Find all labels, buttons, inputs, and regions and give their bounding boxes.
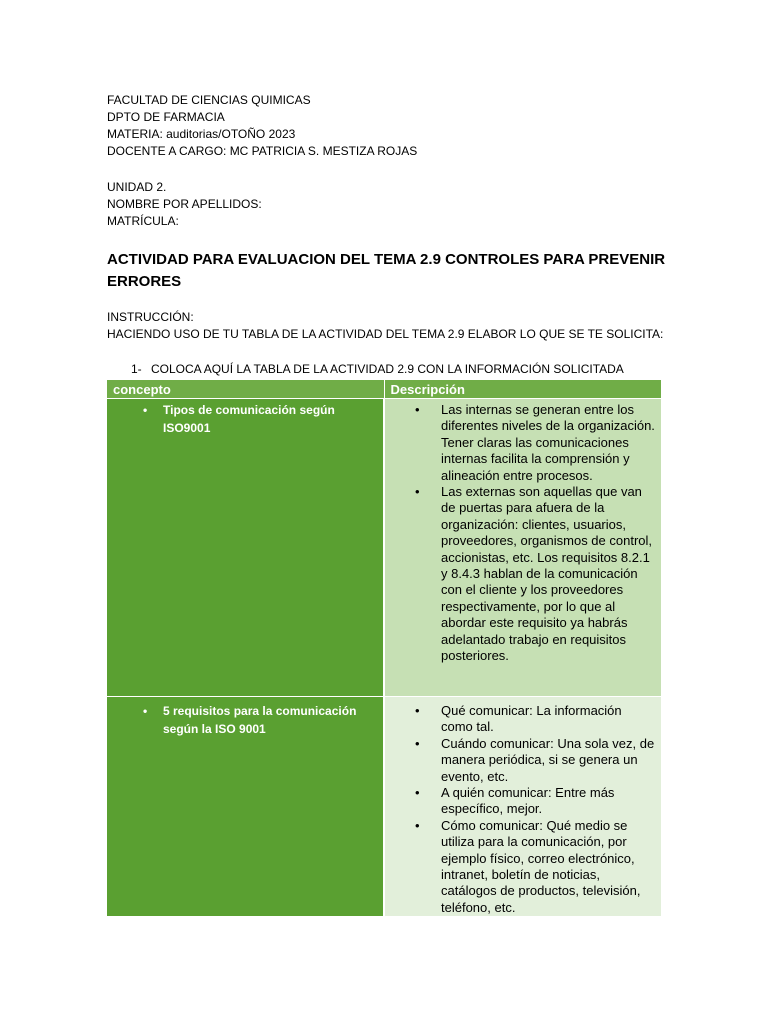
description-cell [384,697,661,917]
concept-cell [107,399,384,697]
subject-line: MATERIA: auditorias/OTOÑO 2023 [107,127,296,141]
description-item: • Cómo comunicar: Qué medio se utiliza para la comunicación, por ejemplo físico, correo electrónico, intranet, boletín de noticias, catálogos de productos, televisión, teléfono, etc. [385,818,661,916]
item-number: 1- [131,362,142,376]
description-cell [384,399,661,697]
numbered-item-1 [131,362,624,377]
description-item: • Qué comunicar: La información como tal. [385,703,661,736]
unit-line: UNIDAD 2. [107,180,167,194]
unit-block [107,179,262,230]
description-item: • Cuándo comunicar: Una sola vez, de manera periódica, si se genera un evento, etc. [385,736,661,785]
description-item: • Las externas son aquellas que van de puertas para afuera de la organización: clientes, usuarios, proveedores, organismos de control, accionistas, etc. Los requisitos 8.2.1 y 8.4.3 hablan de la comunicación con el cliente y los proveedores respectivamente, por lo que al abordar este requisito ya habrás adelantado trabajo en requisitos posteriores. [385,484,661,664]
header-block [107,92,417,160]
concept-cell [107,697,384,917]
instruction-label: INSTRUCCIÓN: [107,310,194,324]
name-line: NOMBRE POR APELLIDOS: [107,197,262,211]
item-text: COLOCA AQUÍ LA TABLA DE LA ACTIVIDAD 2.9 CON LA INFORMACIÓN SOLICITADA [151,362,624,376]
table-row [107,399,661,697]
page-title: ACTIVIDAD PARA EVALUACION DEL TEMA 2.9 CONTROLES PARA PREVENIR ERRORES [107,251,666,290]
faculty-line: FACULTAD DE CIENCIAS QUIMICAS [107,93,311,107]
header-concept: concepto [107,380,384,399]
instruction-text: HACIENDO USO DE TU TABLA DE LA ACTIVIDAD DEL TEMA 2.9 ELABOR LO QUE SE TE SOLICITA: [107,327,664,341]
teacher-line: DOCENTE A CARGO: MC PATRICIA S. MESTIZA ROJAS [107,144,418,158]
concept-item: • 5 requisitos para la comunicación según la ISO 9001 [107,701,383,738]
enrollment-line: MATRÍCULA: [107,214,179,228]
concept-item: • Tipos de comunicación según ISO9001 [107,400,383,437]
description-item: • A quién comunicar: Entre más específico, mejor. [385,785,661,818]
table-row [107,697,661,917]
header-description: Descripción [384,380,661,399]
instruction-block [107,309,663,343]
concept-table [107,380,661,916]
department-line: DPTO DE FARMACIA [107,110,225,124]
description-item: • Las internas se generan entre los diferentes niveles de la organización. Tener claras las comunicaciones internas facilita la comprensión y alineación entre procesos. [385,402,661,484]
table-header-row [107,380,661,399]
